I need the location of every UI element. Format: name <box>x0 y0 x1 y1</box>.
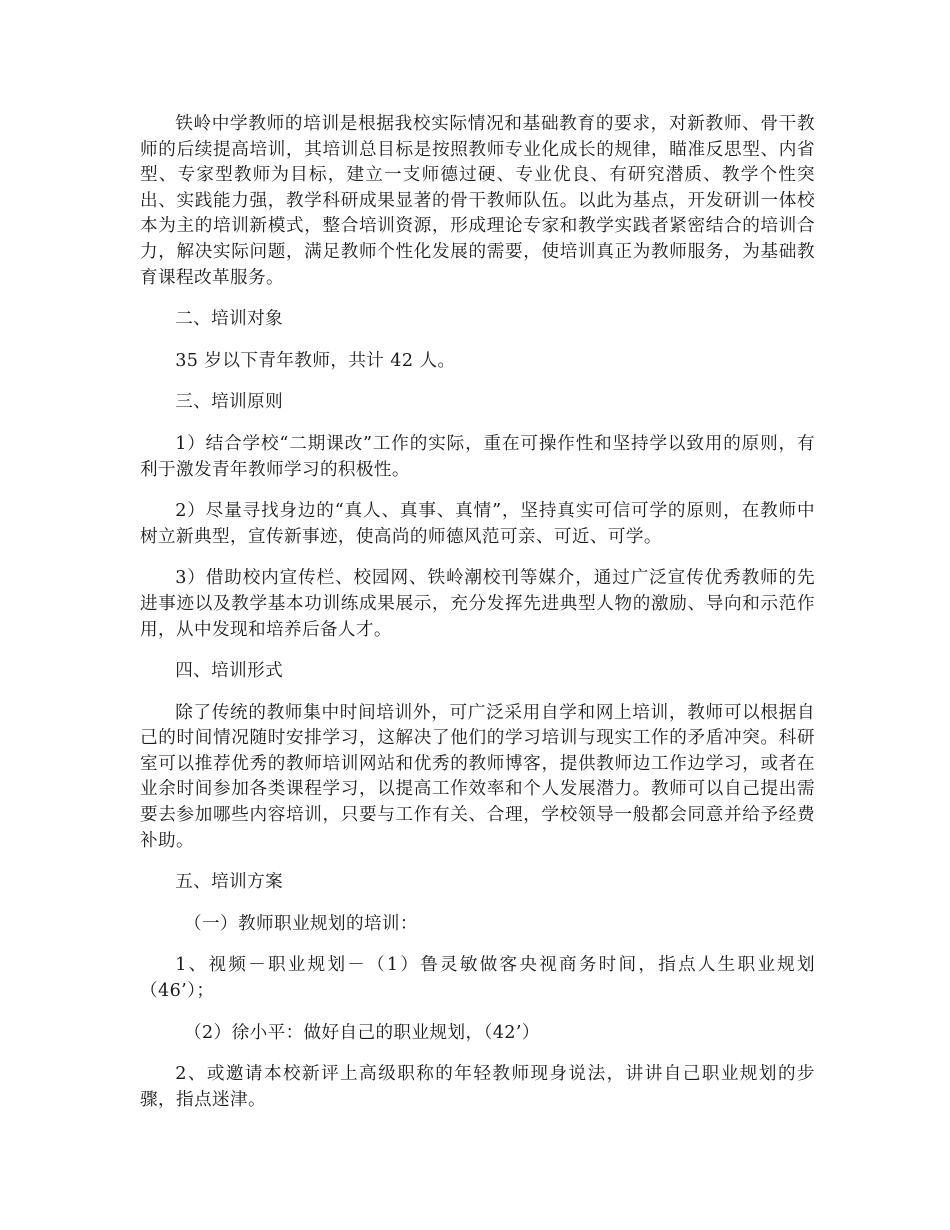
principle-3-paragraph: 3）借助校内宣传栏、校园网、铁岭潮校刊等媒介，通过广泛宣传优秀教师的先进事迹以及教学基本功训练成果展示，充分发挥先进典型人物的激励、导向和示范作用，从中发现和培养后备人才。 <box>140 568 815 640</box>
section-heading-principles: 三、培训原则 <box>175 392 284 413</box>
principle-2-paragraph: 2）尽量寻找身边的“真人、真事、真情”，坚持真实可信可学的原则，在教师中树立新典型，宣传新事迹，使高尚的师德风范可亲、可近、可学。 <box>140 501 815 547</box>
plan-item-2-paragraph: 2、或邀请本校新评上高级职称的年轻教师现身说法，讲讲自己职业规划的步骤，指点迷津。 <box>140 1064 815 1110</box>
plan-item-1b-paragraph: （2）徐小平：做好自己的职业规划，（42’） <box>184 1022 540 1043</box>
section-heading-plan: 五、培训方案 <box>175 872 284 893</box>
intro-paragraph: 铁岭中学教师的培训是根据我校实际情况和基础教育的要求，对新教师、骨干教师的后续提高培训，其培训总目标是按照教师专业化成长的规律，瞄准反思型、内省型、专家型教师为目标，建立一支师德过硬、专业优良、有研究潜质、教学个性突出、实践能力强，教学科研成果显著的骨干教师队伍。以此为基点，开发研训一体校本为主的培训新模式，整合培训资源，形成理论专家和教学实践者紧密结合的培训合力，解决实际问题，满足教师个性化发展的需要，使培训真正为教师服务，为基础教育课程改革服务。 <box>140 114 815 288</box>
forms-paragraph: 除了传统的教师集中时间培训外，可广泛采用自学和网上培训，教师可以根据自己的时间情况随时安排学习，这解决了他们的学习培训与现实工作的矛盾冲突。科研室可以推荐优秀的教师培训网站和优秀的教师博客，提供教师边工作边学习，或者在业余时间参加各类课程学习，以提高工作效率和个人发展潜力。教师可以自己提出需要去参加哪些内容培训，只要与工作有关、合理，学校领导一般都会同意并给予经费补助。 <box>140 702 815 851</box>
principle-1-paragraph: 1）结合学校“二期课改”工作的实际，重在可操作性和坚持学以致用的原则，有利于激发青年教师学习的积极性。 <box>140 433 815 480</box>
plan-item-1-paragraph: 1、视频－职业规划－（1）鲁灵敏做客央视商务时间，指点人生职业规划（46’）； <box>140 955 815 1002</box>
section-heading-targets: 二、培训对象 <box>175 309 284 330</box>
document-body <box>140 112 815 1113</box>
targets-paragraph: 35 岁以下青年教师，共计 42 人。 <box>175 350 456 371</box>
plan-subheading-career: （一）教师职业规划的培训： <box>184 913 418 934</box>
section-heading-forms: 四、培训形式 <box>175 661 284 682</box>
